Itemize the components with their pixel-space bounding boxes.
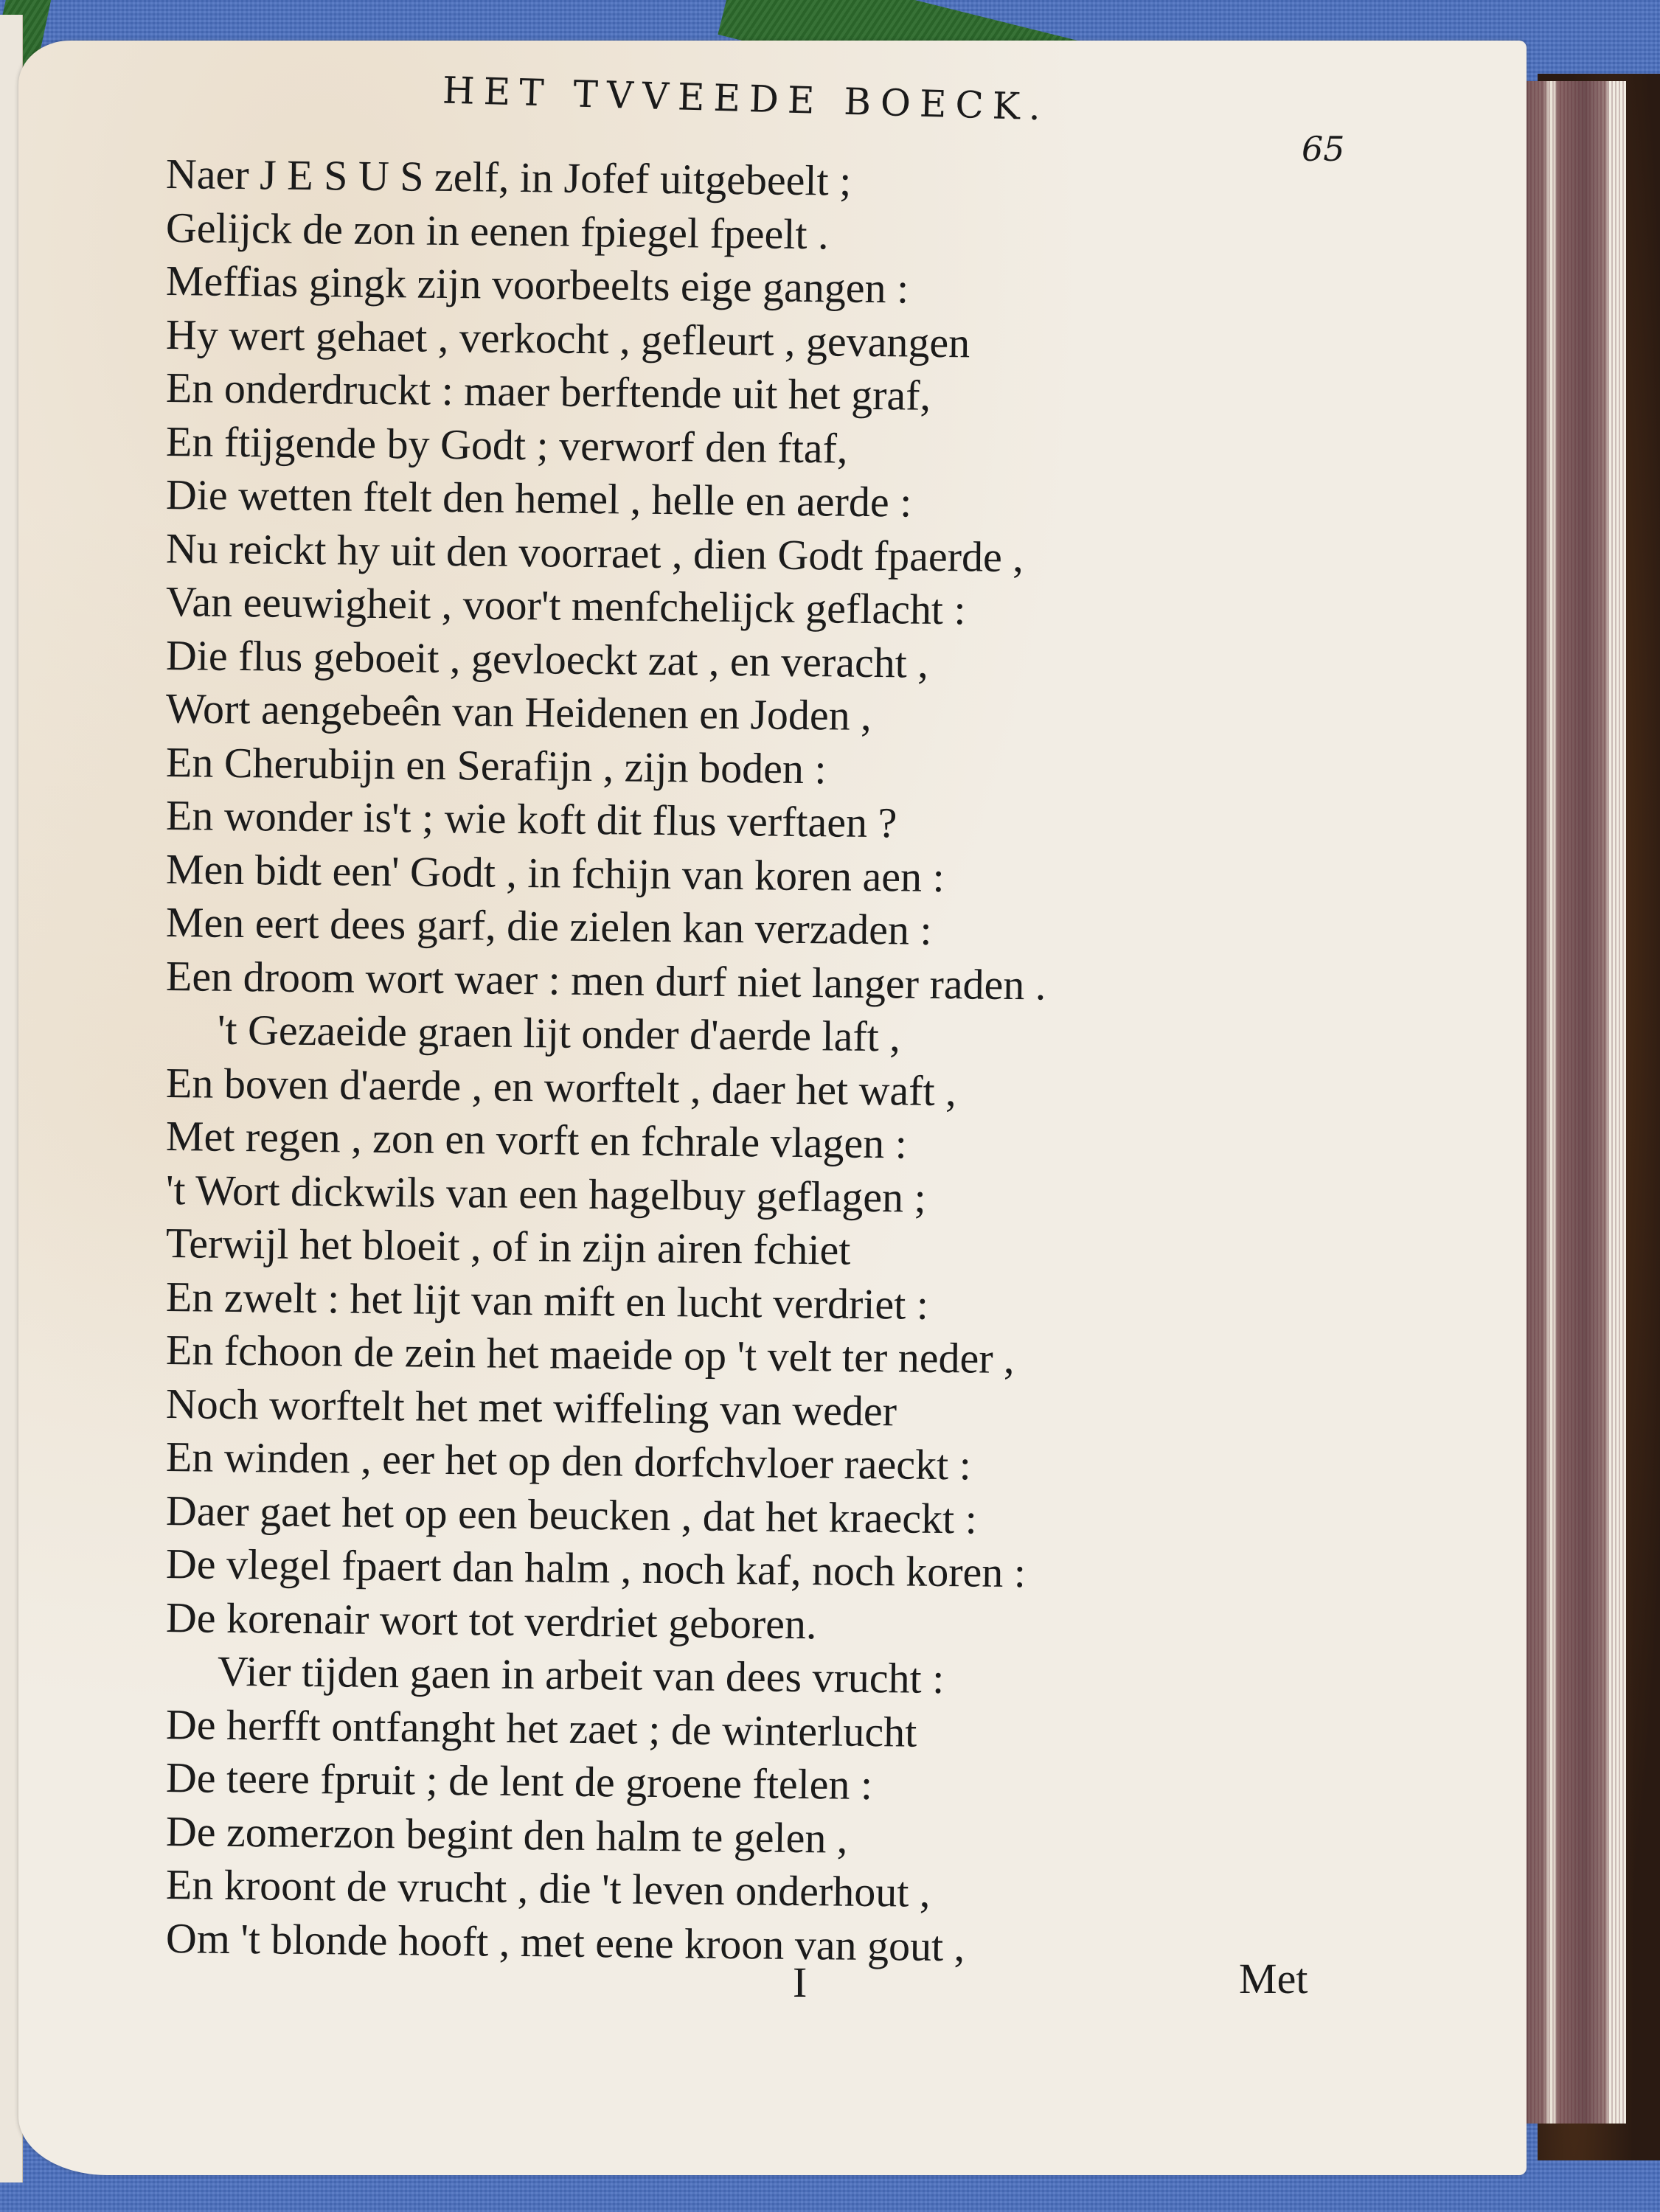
verse-line: Meffias gingk zijn voorbeelts eige gangen : (165, 257, 909, 313)
verse-line: De korenair wort tot verdriet geboren. (165, 1593, 817, 1648)
page-edges (1523, 81, 1626, 2124)
verse-line-indented: 't Gezaeide graen lijt onder d'aerde laft , (217, 1005, 901, 1061)
verse-line: 't Wort dickwils van een hagelbuy geflagen ; (165, 1165, 926, 1222)
verse-line: Van eeuwigheit , voor't menfchelijck geflacht : (165, 577, 966, 634)
verse-line: Terwijl het bloeit , of in zijn airen fchiet (165, 1219, 851, 1274)
verse-line: Wort aengebeên van Heidenen en Joden , (165, 684, 872, 740)
verse-line-indented: Vier tijden gaen in arbeit van dees vrucht : (217, 1646, 945, 1703)
verse-line: De teere fpruit ; de lent de groene ftelen : (165, 1753, 873, 1809)
verse-line: De vlegel fpaert dan halm , noch kaf, noch koren : (165, 1540, 1027, 1597)
verse-line: Men bidt een' Godt , in fchijn van koren aen : (165, 844, 945, 901)
verse-line: Om 't blonde hooft , met eene kroon van gout , (165, 1913, 965, 1970)
verse-text (165, 147, 1346, 1970)
verse-line: En boven d'aerde , en worftelt , daer het waft , (165, 1058, 957, 1115)
verse-line: En winden , eer het op den dorfchvloer raeckt : (165, 1433, 972, 1489)
verse-line: En zwelt : het lijt van mift en lucht verdriet : (165, 1272, 929, 1329)
verse-line: En kroont de vrucht , die 't leven onderhout , (165, 1860, 931, 1916)
verse-line: Noch worftelt het met wiffeling van weder (165, 1379, 897, 1435)
catchword: Met (1239, 1955, 1308, 2003)
verse-line: En wonder is't ; wie koft dit flus verftaen ? (165, 791, 897, 847)
running-head: HET TVVEEDE BOECK. (442, 69, 1050, 129)
verse-line: Naer J E S U S zelf, in Jofef uitgebeelt ; (165, 150, 852, 205)
verse-line: Hy wert gehaet , verkocht , gefleurt , gevangen (165, 310, 970, 366)
verse-line: Daer gaet het op een beucken , dat het kraeckt : (165, 1486, 978, 1543)
verse-line: Een droom wort waer : men durf niet langer raden . (165, 951, 1046, 1009)
verse-line: En onderdruckt : maer berftende uit het graf, (165, 364, 931, 420)
verse-line: Met regen , zon en vorft en fchrale vlagen : (165, 1112, 908, 1168)
verse-line: Die wetten ftelt den hemel , helle en aerde : (165, 470, 912, 526)
verse-line: En fchoon de zein het maeide op 't velt ter neder , (165, 1326, 1015, 1383)
signature-mark: I (793, 1958, 808, 2006)
verse-line: Nu reickt hy uit den voorraet , dien Godt fpaerde , (165, 524, 1024, 581)
verse-line: Die flus geboeit , gevloeckt zat , en veracht , (165, 630, 929, 687)
verse-line: De zomerzon begint den halm te gelen , (165, 1806, 848, 1863)
verse-line: En ftijgende by Godt ; verworf den ftaf, (165, 417, 848, 473)
verse-line: Men eert dees garf, die zielen kan verzaden : (165, 898, 932, 954)
page-number: 65 (1302, 129, 1345, 169)
verse-line: De herfft ontfanght het zaet ; de winterlucht (165, 1700, 917, 1756)
verse-line: En Cherubijn en Serafijn , zijn boden : (165, 737, 827, 793)
verse-line: Gelijck de zon in eenen fpiegel fpeelt . (165, 203, 829, 258)
